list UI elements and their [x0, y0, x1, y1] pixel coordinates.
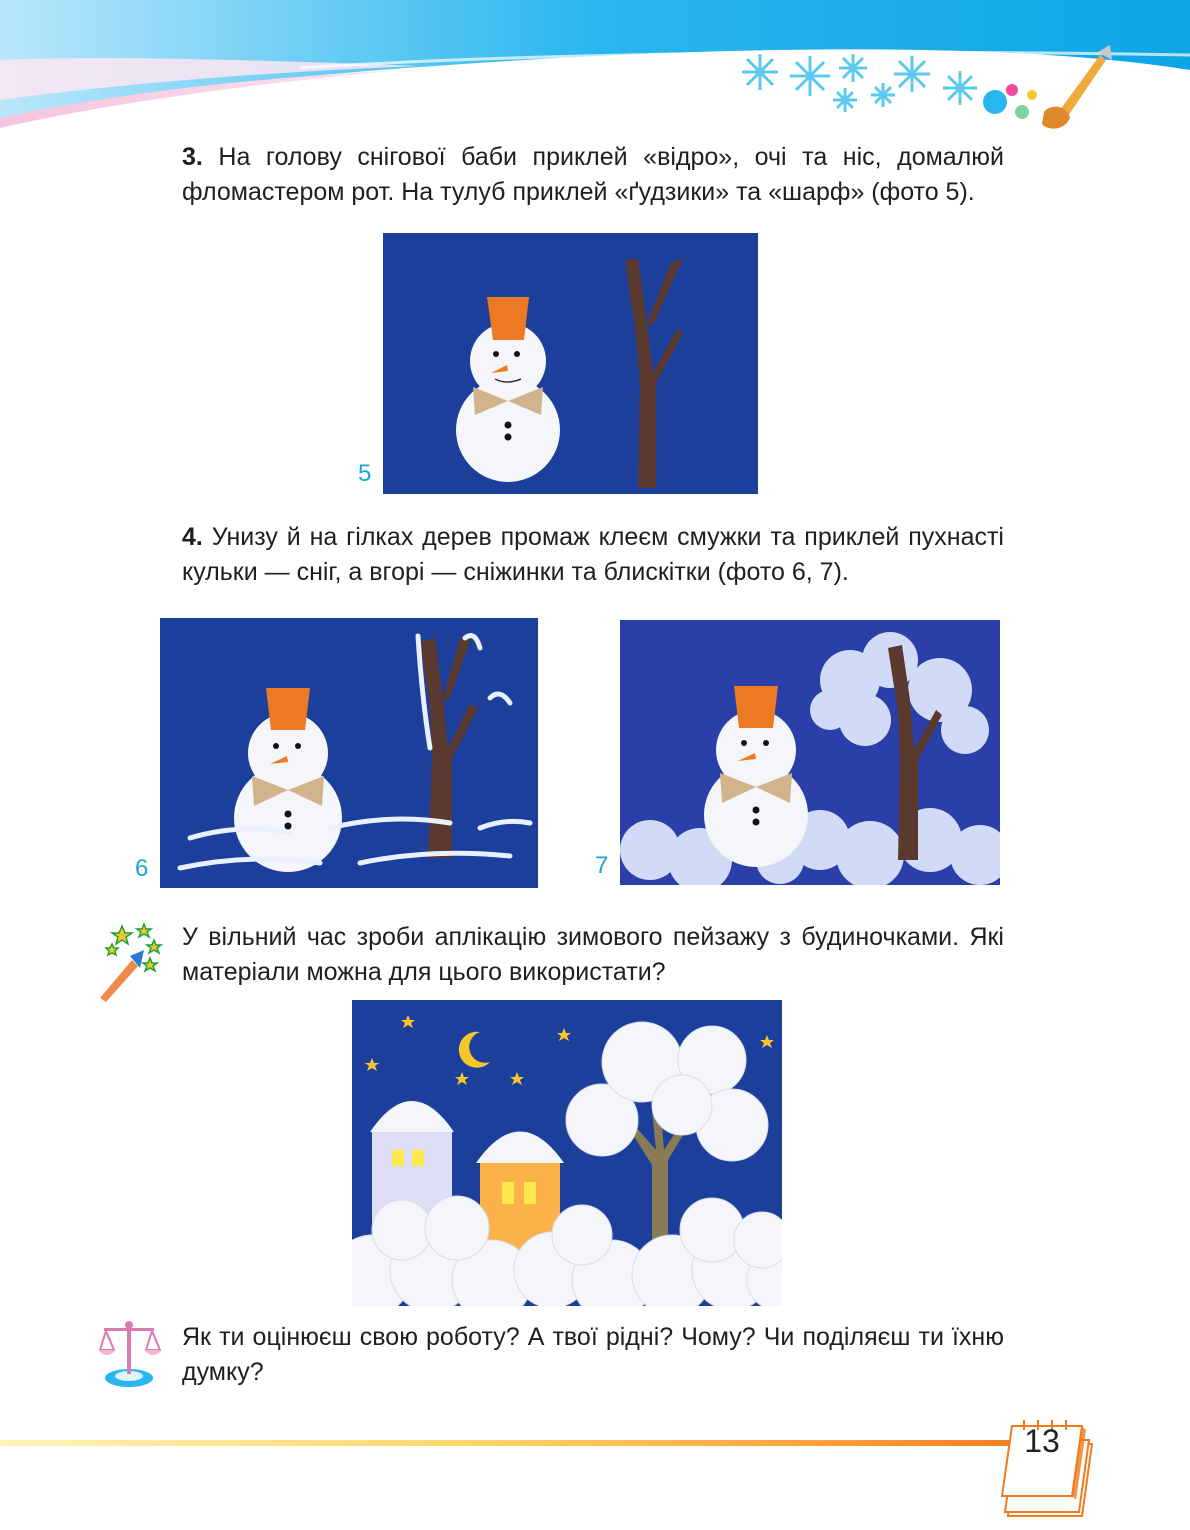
reflection-text: Як ти оцінюєш свою роботу? А твої рідні? Чому? Чи поділяєш ти їхню думку?	[182, 1323, 1004, 1386]
paint-splash-icon	[983, 84, 1037, 119]
photo-5	[383, 233, 758, 494]
step-3-number: 3.	[182, 143, 203, 171]
step-4-number: 4.	[182, 523, 203, 551]
step-3-text	[182, 140, 1004, 210]
step-4-text	[182, 520, 1004, 590]
page-number: 13	[1024, 1423, 1060, 1459]
page-header-banner	[0, 0, 1190, 140]
step-4-body: Унизу й на гілках дерев промаж клеєм смужки та приклей пухнасті кульки — сніг, а вгорі — сніжинки та блискітки (фото 6, 7).	[182, 523, 1004, 586]
footer-line	[0, 1440, 1040, 1446]
photo-winter-landscape	[352, 1000, 782, 1306]
homework-text: У вільний час зроби аплікацію зимового пейзажу з будиночками. Які матеріали можна для цього використати?	[182, 923, 1004, 986]
scales-icon	[96, 1316, 162, 1392]
paintbrush-icon	[1042, 45, 1112, 129]
photo-6	[160, 618, 538, 888]
photo-7	[620, 620, 1000, 885]
photo-5-label: 5	[358, 460, 372, 487]
magic-wand-stars-icon	[92, 920, 168, 1004]
step-3-body: На голову снігової баби приклей «відро», очі та ніс, домалюй фломастером рот. На тулуб приклей «ґудзики» та «шарф» (фото 5).	[182, 143, 1004, 206]
photo-6-label: 6	[135, 855, 149, 882]
photo-7-label: 7	[595, 852, 609, 879]
snowflake-icon	[742, 54, 977, 112]
